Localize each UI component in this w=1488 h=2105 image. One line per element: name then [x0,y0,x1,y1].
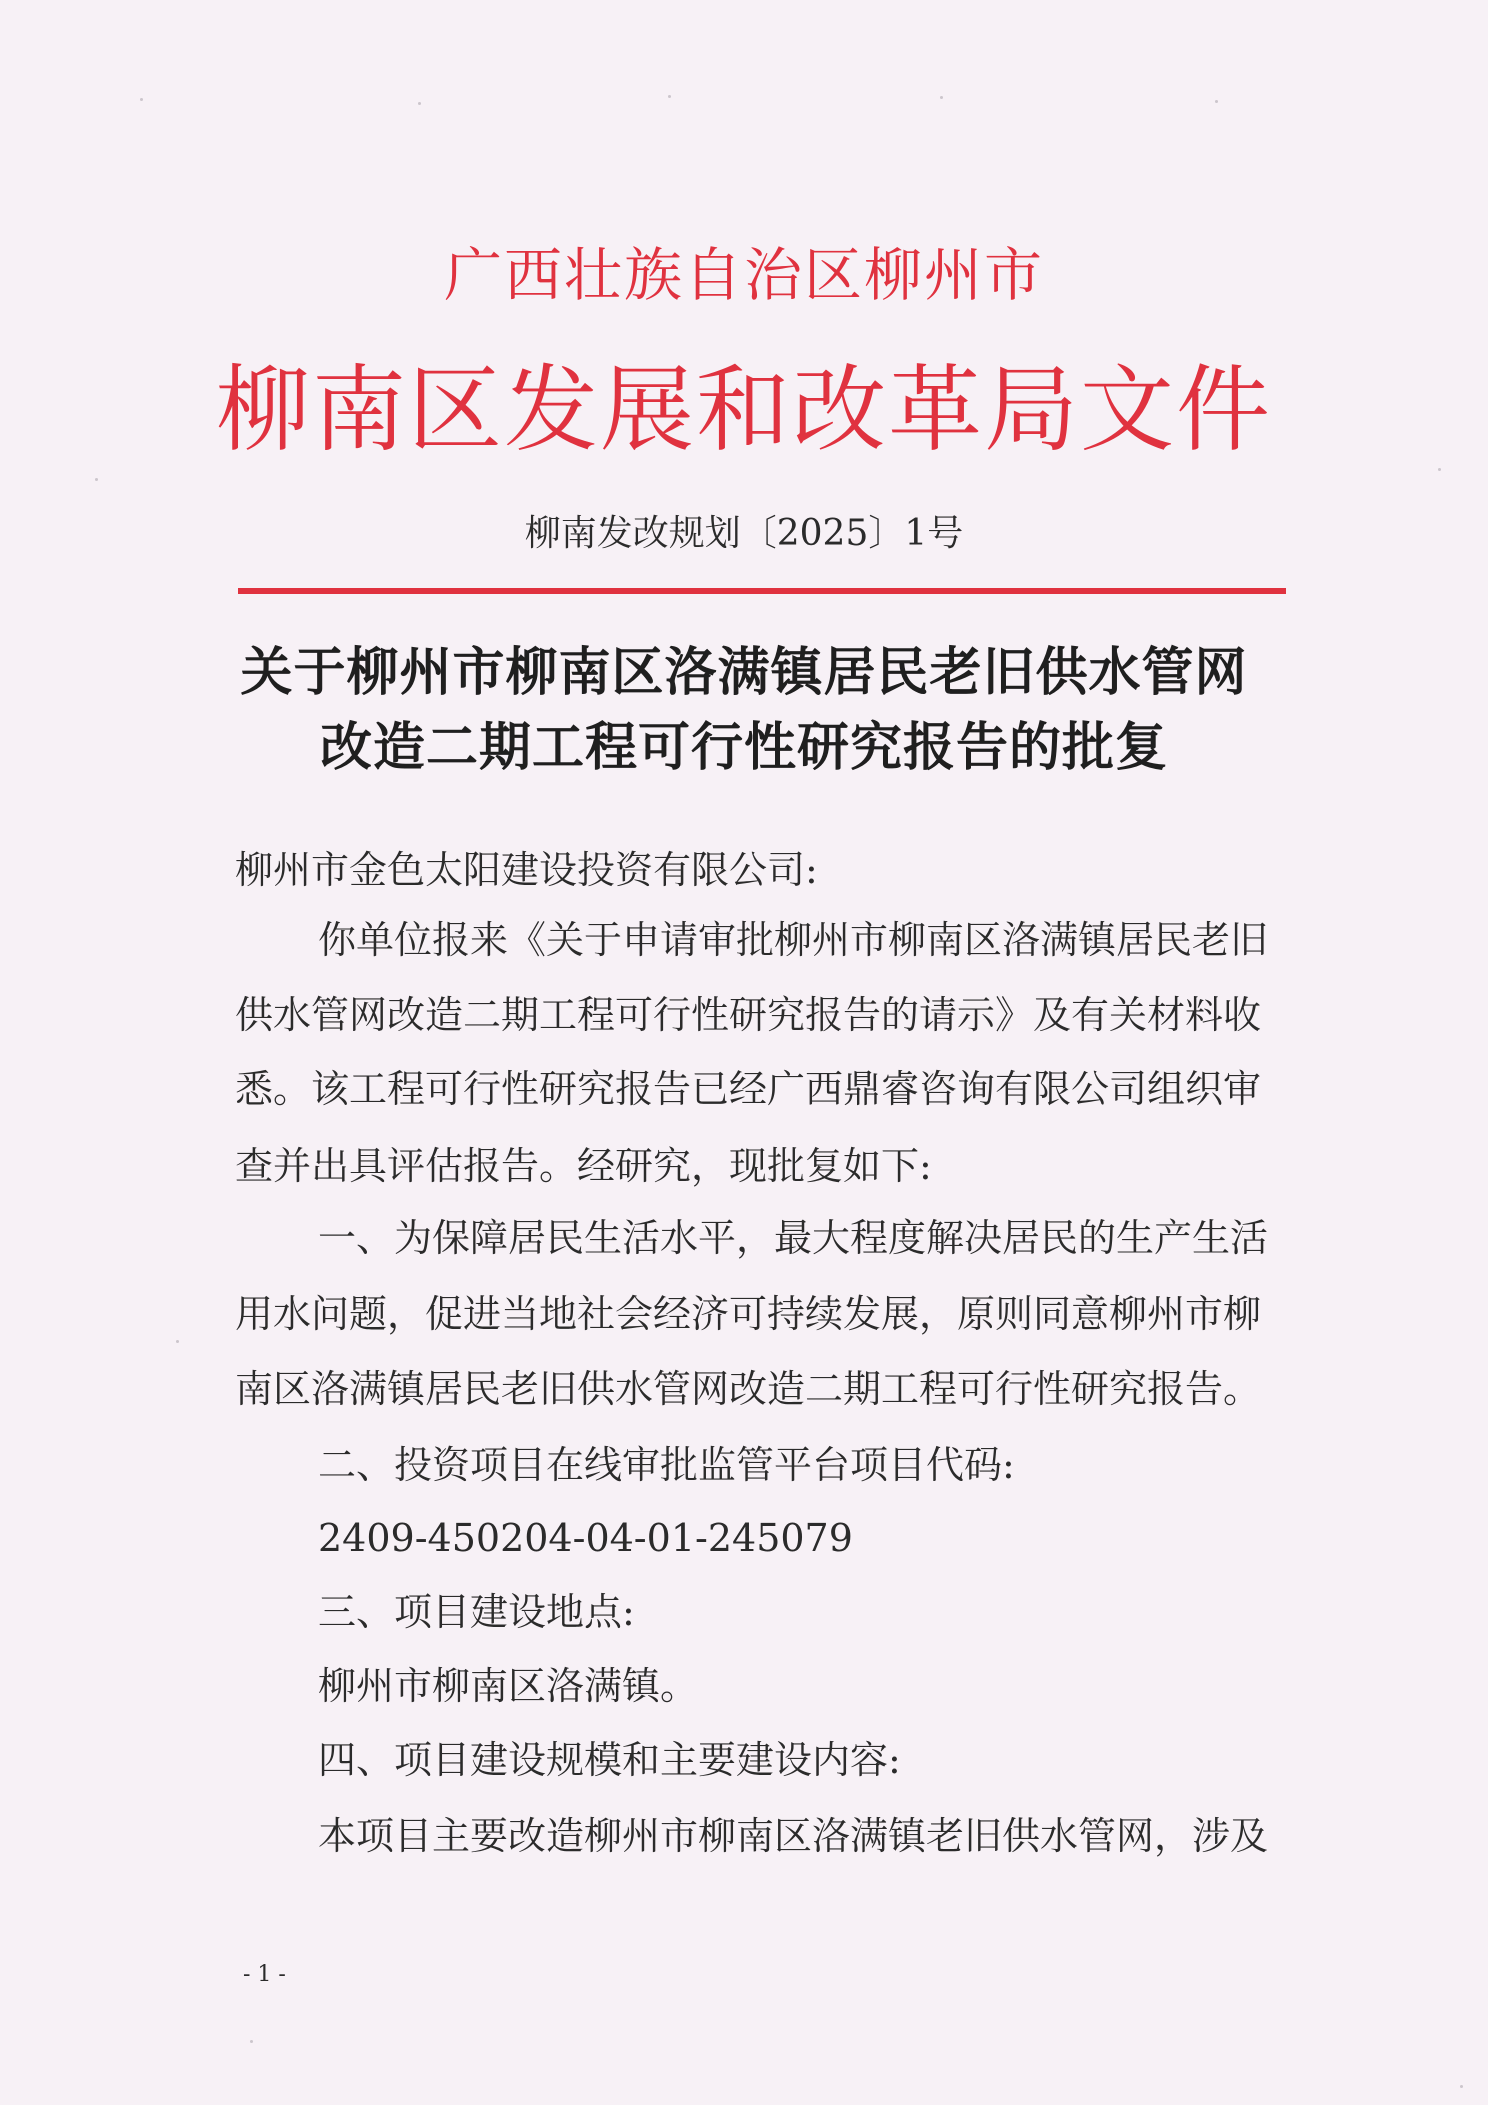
paragraph-line: 查并出具评估报告。经研究，现批复如下: [235,1144,932,1188]
paragraph-line: 一、为保障居民生活水平，最大程度解决居民的生产生活 [318,1216,1269,1260]
scan-speckle [940,96,943,99]
paragraph-line: 南区洛满镇居民老旧供水管网改造二期工程可行性研究报告。 [235,1367,1262,1411]
scan-speckle [1460,2085,1463,2088]
issuing-agency-heading: 柳南区发展和改革局文件 [215,356,1272,465]
red-separator-line [238,588,1286,594]
scan-speckle [250,2040,253,2043]
document-title-line-2: 改造二期工程可行性研究报告的批复 [319,717,1168,778]
paragraph-line: 供水管网改造二期工程可行性研究报告的请示》及有关材料收 [235,993,1262,1037]
item-2-heading: 二、投资项目在线审批监管平台项目代码: [318,1443,1015,1487]
item-3-heading: 三、项目建设地点: [318,1590,635,1634]
scan-speckle [1215,100,1218,103]
paragraph-line: 用水问题，促进当地社会经济可持续发展，原则同意柳州市柳 [235,1292,1262,1336]
scan-speckle [668,95,671,98]
page-number: - 1 - [243,1962,286,1987]
project-location: 柳州市柳南区洛满镇。 [318,1664,699,1708]
project-code: 2409-450204-04-01-245079 [318,1516,853,1560]
scan-speckle [176,1340,179,1343]
document-title-line-1: 关于柳州市柳南区洛满镇居民老旧供水管网 [240,642,1248,703]
item-4-heading: 四、项目建设规模和主要建设内容: [318,1738,901,1782]
paragraph-line: 悉。该工程可行性研究报告已经广西鼎睿咨询有限公司组织审 [235,1067,1262,1111]
scan-speckle [95,478,98,481]
scan-speckle [140,98,143,101]
paragraph-line: 你单位报来《关于申请审批柳州市柳南区洛满镇居民老旧 [318,918,1269,962]
salutation: 柳州市金色太阳建设投资有限公司: [235,848,818,892]
issuing-region: 广西壮族自治区柳州市 [443,241,1044,309]
paragraph-line: 本项目主要改造柳州市柳南区洛满镇老旧供水管网，涉及 [318,1814,1269,1858]
scan-speckle [418,102,421,105]
document-number: 柳南发改规划〔2025〕1号 [524,513,964,554]
